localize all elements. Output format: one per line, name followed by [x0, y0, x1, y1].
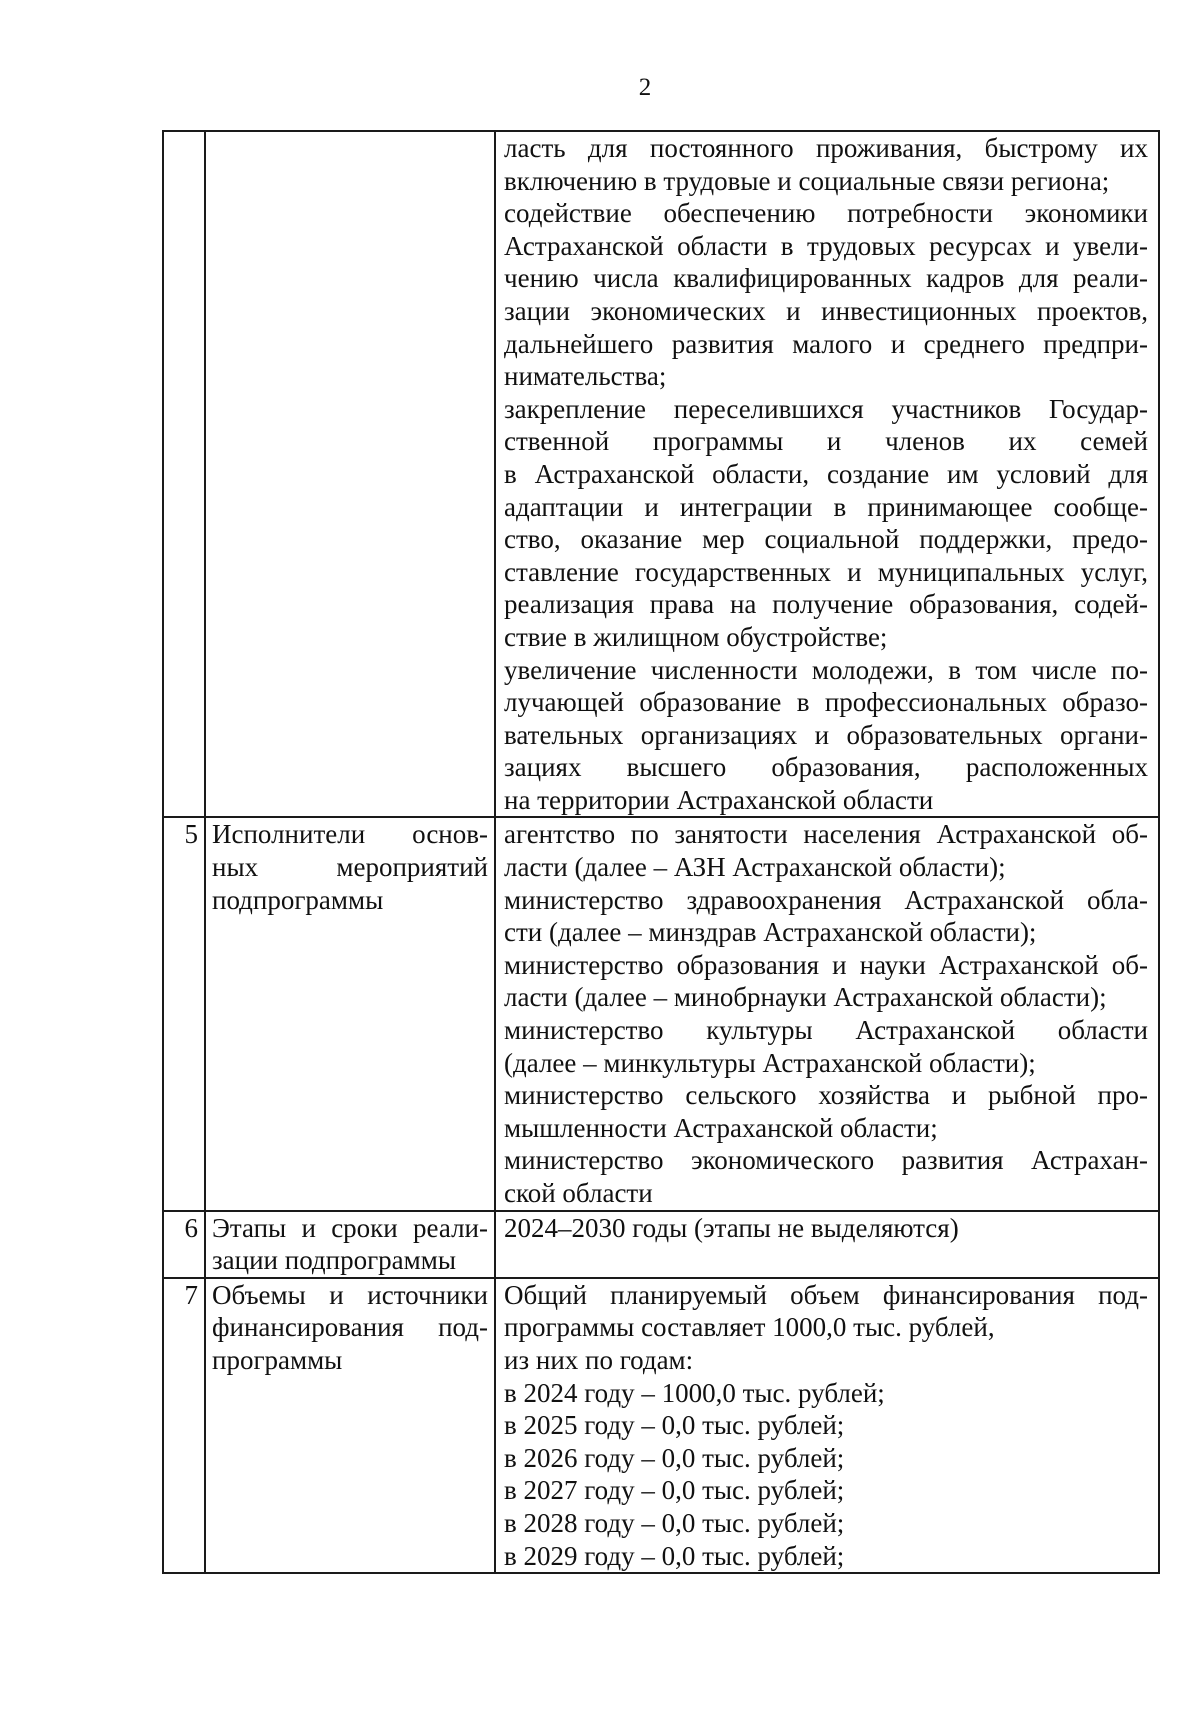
row-value-line: программы составляет 1000,0 тыс. рублей,: [504, 1312, 995, 1343]
row-value-line: ласть для постоянного проживания, быстрому их: [504, 133, 1148, 163]
row-number-cell: [163, 131, 205, 817]
row-value-line: ставление государственных и муниципальных услуг,: [504, 556, 1148, 587]
subprogram-passport-table: [162, 130, 1160, 1574]
row-name-line: подпрограммы: [212, 884, 384, 915]
row-value-line: адаптации и интеграции в принимающее сообще-: [504, 491, 1148, 522]
row-name-line: ных мероприятий: [212, 852, 488, 883]
row-number-cell: 5: [163, 817, 205, 1210]
row-value-line: ственной программы и членов их семей: [504, 426, 1148, 457]
page-number: 2: [638, 74, 652, 101]
row-value-line: Общий планируемый объем финансирования под-: [504, 1279, 1148, 1310]
row-value-line: министерство экономического развития Астрахан-: [504, 1145, 1148, 1176]
row-value-line: мышленности Астраханской области;: [504, 1112, 938, 1143]
row-value-line: в 2024 году – 1000,0 тыс. рублей;: [504, 1377, 885, 1408]
row-value-line: агентство по занятости населения Астраханской об-: [504, 819, 1148, 850]
table-row: [163, 131, 1159, 817]
row-value-line: ласти (далее – минобрнауки Астраханской области);: [504, 982, 1107, 1013]
row-value-line: содействие обеспечению потребности экономики: [504, 198, 1148, 229]
row-value-line: в 2027 году – 0,0 тыс. рублей;: [504, 1475, 845, 1506]
row-value-line: на территории Астраханской области: [504, 784, 934, 815]
row-value-line: увеличение численности молодежи, в том числе по-: [504, 654, 1148, 685]
row-value-line: зациях высшего образования, расположенных: [504, 752, 1148, 783]
row-value-line: ской области: [504, 1178, 653, 1208]
row-value-line: министерство сельского хозяйства и рыбной про-: [504, 1080, 1148, 1111]
row-value-line: чению числа квалифицированных кадров для реали-: [504, 263, 1148, 294]
row-value-line: сти (далее – минздрав Астраханской области);: [504, 917, 1037, 948]
row-name-line: зации подпрограммы: [212, 1245, 456, 1276]
row-value-line: ствие в жилищном обустройстве;: [504, 621, 888, 652]
row-value-cell: [495, 1278, 1159, 1573]
row-value-line: Астраханской области в трудовых ресурсах и увели-: [504, 230, 1148, 261]
row-value-line: ласти (далее – АЗН Астраханской области);: [504, 852, 1006, 883]
row-value-line: из них по годам:: [504, 1344, 694, 1375]
row-name-line: Объемы и источники: [212, 1279, 488, 1310]
row-value-line: зации экономических и инвестиционных проектов,: [504, 295, 1148, 326]
row-value-line: закрепление переселившихся участников Государ-: [504, 393, 1148, 424]
row-name-cell: [205, 817, 495, 1210]
row-number-cell: 6: [163, 1211, 205, 1278]
row-value-line: в 2029 году – 0,0 тыс. рублей;: [504, 1540, 845, 1571]
row-value-cell: [495, 1211, 1159, 1278]
row-value-line: 2024–2030 годы (этапы не выделяются): [504, 1212, 959, 1243]
row-name-cell: [205, 1211, 495, 1278]
row-value-line: министерство здравоохранения Астраханской обла-: [504, 884, 1148, 915]
table-row: [163, 817, 1159, 1210]
row-value-line: вательных организациях и образовательных органи-: [504, 719, 1148, 750]
row-value-line: ство, оказание мер социальной поддержки, предо-: [504, 524, 1148, 555]
row-number-cell: 7: [163, 1278, 205, 1573]
row-value-line: в 2028 году – 0,0 тыс. рублей;: [504, 1507, 845, 1538]
row-value-line: нимательства;: [504, 361, 667, 392]
table-body: [163, 131, 1159, 1573]
row-value-line: в Астраханской области, создание им условий для: [504, 458, 1148, 489]
table-row: [163, 1211, 1159, 1278]
row-value-cell: [495, 131, 1159, 817]
table-row: [163, 1278, 1159, 1573]
row-name-cell: [205, 1278, 495, 1573]
row-value-cell: [495, 817, 1159, 1210]
row-value-line: в 2025 году – 0,0 тыс. рублей;: [504, 1410, 845, 1441]
row-name-line: финансирования под-: [212, 1312, 488, 1343]
row-name-line: Этапы и сроки реали-: [212, 1212, 488, 1243]
row-name-line: программы: [212, 1344, 343, 1375]
row-value-line: министерство образования и науки Астраханской об-: [504, 949, 1148, 980]
row-value-line: реализация права на получение образования, содей-: [504, 589, 1148, 620]
row-value-line: лучающей образование в профессиональных образо-: [504, 687, 1148, 718]
row-name-cell: [205, 131, 495, 817]
row-value-line: дальнейшего развития малого и среднего предпри-: [504, 328, 1148, 359]
row-name-line: Исполнители основ-: [212, 819, 488, 850]
row-value-line: министерство культуры Астраханской области: [504, 1015, 1148, 1046]
row-value-line: в 2026 году – 0,0 тыс. рублей;: [504, 1442, 845, 1473]
row-value-line: (далее – минкультуры Астраханской области);: [504, 1047, 1036, 1078]
row-value-line: включению в трудовые и социальные связи региона;: [504, 165, 1110, 196]
